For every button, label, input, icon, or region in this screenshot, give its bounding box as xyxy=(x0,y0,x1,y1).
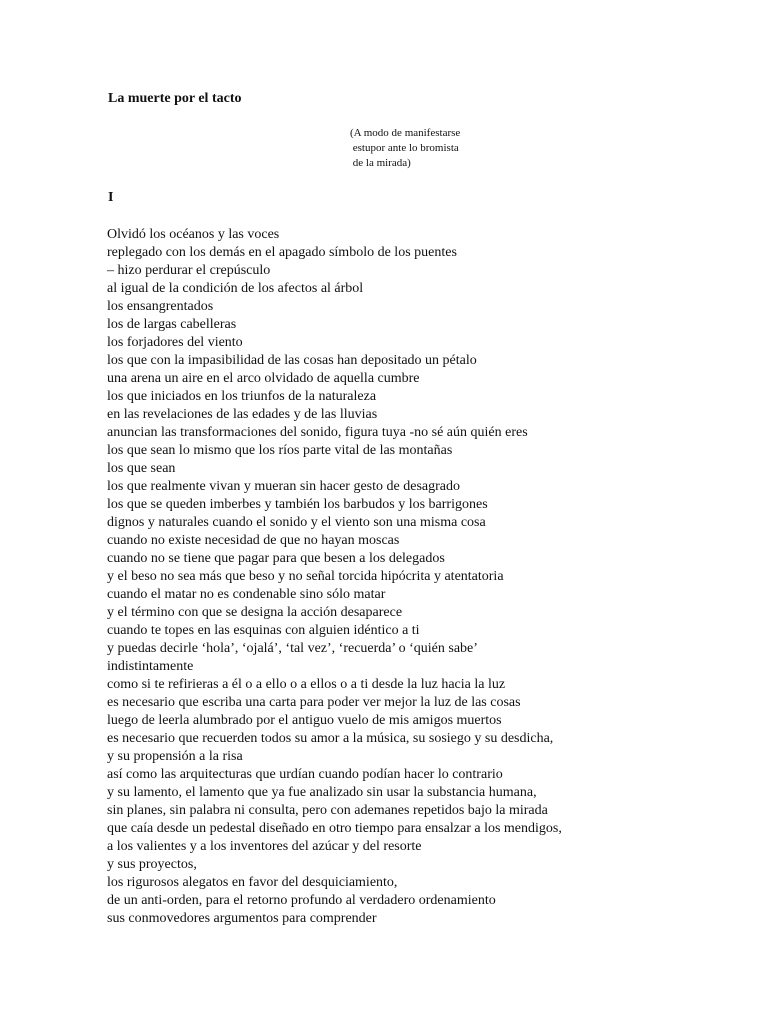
poem-line: cuando el matar no es condenable sino sólo matar xyxy=(107,587,386,602)
poem-body xyxy=(107,226,562,928)
poem-line: al igual de la condición de los afectos al árbol xyxy=(107,281,364,296)
poem-line: dignos y naturales cuando el sonido y el viento son una misma cosa xyxy=(107,515,486,530)
poem-line: – hizo perdurar el crepúsculo xyxy=(107,263,271,278)
poem-line: a los valientes y a los inventores del azúcar y del resorte xyxy=(107,839,422,854)
poem-line: Olvidó los océanos y las voces xyxy=(107,227,280,242)
epigraph-line: estupor ante lo bromista xyxy=(350,142,459,154)
poem-line: y sus proyectos, xyxy=(107,857,197,872)
poem-line: y su propensión a la risa xyxy=(107,749,243,764)
poem-line: que caía desde un pedestal diseñado en otro tiempo para ensalzar a los mendigos, xyxy=(107,821,562,836)
poem-line: los que sean xyxy=(107,461,176,476)
poem-line: cuando te topes en las esquinas con alguien idéntico a ti xyxy=(107,623,420,638)
epigraph xyxy=(350,126,460,171)
poem-line: luego de leerla alumbrado por el antiguo vuelo de mis amigos muertos xyxy=(107,713,502,728)
section-heading: I xyxy=(108,190,114,205)
poem-line: y el término con que se designa la acción desaparece xyxy=(107,605,403,620)
poem-line: los que con la impasibilidad de las cosas han depositado un pétalo xyxy=(107,353,477,368)
poem-line: es necesario que recuerden todos su amor a la música, su sosiego y su desdicha, xyxy=(107,731,554,746)
poem-line: los que se queden imberbes y también los barbudos y los barrigones xyxy=(107,497,488,512)
epigraph-line: de la mirada) xyxy=(350,157,411,169)
poem-line: los ensangrentados xyxy=(107,299,214,314)
poem-line: es necesario que escriba una carta para poder ver mejor la luz de las cosas xyxy=(107,695,521,710)
poem-line: cuando no existe necesidad de que no hayan moscas xyxy=(107,533,400,548)
poem-line: los de largas cabelleras xyxy=(107,317,237,332)
poem-line: una arena un aire en el arco olvidado de aquella cumbre xyxy=(107,371,420,386)
poem-line: y el beso no sea más que beso y no señal torcida hipócrita y atentatoria xyxy=(107,569,504,584)
poem-line: los rigurosos alegatos en favor del desquiciamiento, xyxy=(107,875,398,890)
poem-line: de un anti-orden, para el retorno profundo al verdadero ordenamiento xyxy=(107,893,496,908)
poem-line: cuando no se tiene que pagar para que besen a los delegados xyxy=(107,551,445,566)
poem-line: indistintamente xyxy=(107,659,194,674)
poem-line: y puedas decirle ‘hola’, ‘ojalá’, ‘tal vez’, ‘recuerda’ o ‘quién sabe’ xyxy=(107,641,478,656)
poem-line: y su lamento, el lamento que ya fue analizado sin usar la substancia humana, xyxy=(107,785,537,800)
poem-line: así como las arquitecturas que urdían cuando podían hacer lo contrario xyxy=(107,767,503,782)
poem-line: replegado con los demás en el apagado símbolo de los puentes xyxy=(107,245,457,260)
poem-line: en las revelaciones de las edades y de las lluvias xyxy=(107,407,378,422)
poem-line: los que realmente vivan y mueran sin hacer gesto de desagrado xyxy=(107,479,460,494)
poem-line: los que sean lo mismo que los ríos parte vital de las montañas xyxy=(107,443,453,458)
epigraph-line: (A modo de manifestarse xyxy=(350,127,461,139)
poem-line: los que iniciados en los triunfos de la naturaleza xyxy=(107,389,377,404)
poem-line: sin planes, sin palabra ni consulta, pero con ademanes repetidos bajo la mirada xyxy=(107,803,548,818)
document-title: La muerte por el tacto xyxy=(108,91,242,106)
poem-line: como si te refirieras a él o a ello o a ellos o a ti desde la luz hacia la luz xyxy=(107,677,506,692)
poem-line: los forjadores del viento xyxy=(107,335,243,350)
poem-line: sus conmovedores argumentos para comprender xyxy=(107,911,377,926)
poem-line: anuncian las transformaciones del sonido, figura tuya -no sé aún quién eres xyxy=(107,425,528,440)
